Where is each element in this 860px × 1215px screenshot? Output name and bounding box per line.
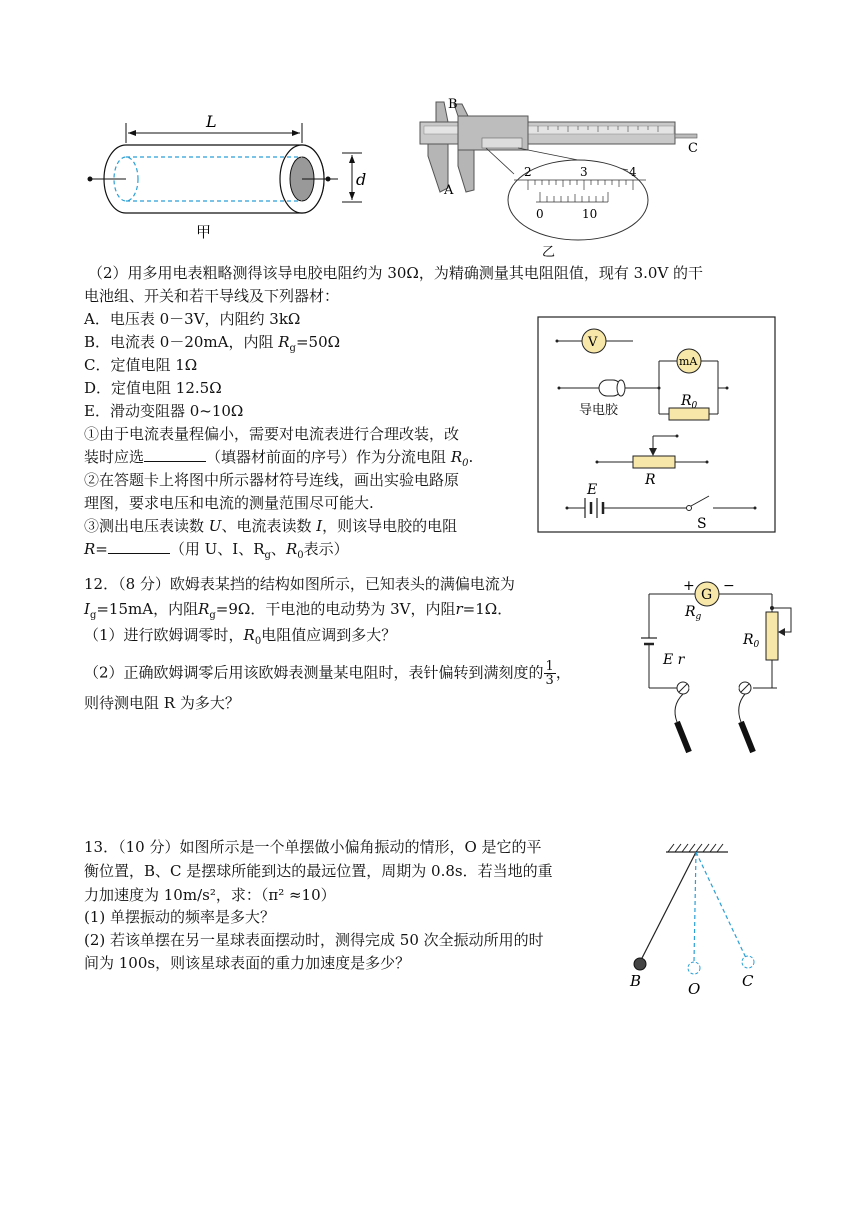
rheostat-label: R bbox=[645, 472, 656, 488]
q13-l2: 衡位置，B、C 是摆球所能到达的最远位置，周期为 0.8s．若当地的重 bbox=[84, 862, 553, 880]
q11-intro-1: （2）用多用电表粗略测得该导电胶电阻约为 30Ω，为精确测量其电阻阻值，现有 3.0V 的干 bbox=[88, 264, 704, 282]
answer-blank-2[interactable] bbox=[108, 539, 170, 554]
q11-step3-l2-end: 表示） bbox=[303, 540, 349, 558]
main-scale-tick-4: 4 bbox=[629, 165, 637, 179]
main-scale-tick-3: 3 bbox=[580, 165, 588, 179]
caliper-caption: 乙 bbox=[542, 245, 556, 260]
r0-label: $R_0$ bbox=[681, 393, 698, 411]
q11-step3-post: ，则该导电胶的电阻 bbox=[322, 517, 458, 535]
r0-ohm-label: $R_0$ bbox=[743, 632, 760, 650]
q11-step2-l1: ②在答题卡上将图中所示器材符号连线，画出实验电路原 bbox=[84, 471, 460, 489]
caliper-A-label: A bbox=[444, 183, 454, 198]
q12-line2-d: ．干电池的电动势为 3V，内阻 bbox=[250, 600, 456, 618]
q12-q1-pre: （1）进行欧姆调零时， bbox=[84, 626, 244, 644]
q12-q2-pre: （2）正确欧姆调零后用该欧姆表测量某电阻时，表针偏转到满刻度的 bbox=[84, 663, 544, 682]
q11-step1-l2-pre: 装时应选 bbox=[84, 448, 145, 466]
emf-label: E r bbox=[663, 652, 685, 668]
q12-line2-b: ，内阻 bbox=[153, 600, 199, 618]
q13-l3: 力加速度为 10m/s²，求：（π² ≈10） bbox=[84, 886, 336, 904]
circuit-diagram-1 bbox=[537, 316, 777, 534]
q12-line2: $I_g=15mA$，内阻$R_g=9\Omega$．干电池的电动势为 3V，内阻r=1Ω． bbox=[84, 600, 513, 621]
cyl-d-label: d bbox=[356, 170, 367, 189]
q11-step1-l1: ①由于电流表量程偏小，需要对电流表进行合理改装，改 bbox=[84, 425, 460, 443]
minus-sign: − bbox=[723, 578, 735, 594]
q12-q2: （2）正确欧姆调零后用该欧姆表测量某电阻时，表针偏转到满刻度的 $\frac{1}{3}$ ， bbox=[84, 659, 571, 688]
q13-p2-l2: 间为 100s，则该星球表面的重力加速度是多少？ bbox=[84, 954, 411, 972]
main-scale-tick-2: 2 bbox=[524, 165, 532, 179]
q11-step3-l2: R= （用 U、I、$R_g$、$R_0$表示） bbox=[84, 540, 349, 561]
rg-label: $R_g$ bbox=[685, 604, 702, 622]
switch-label: S bbox=[697, 516, 707, 532]
cylinder-figure bbox=[80, 105, 380, 245]
pendulum-B-label: B bbox=[630, 972, 642, 990]
caliper-B-label: B bbox=[448, 97, 458, 112]
q12-title: 12．（8 分）欧姆表某挡的结构如图所示，已知表头的满偏电流为 bbox=[84, 575, 515, 593]
q12-r-value: =1Ω． bbox=[462, 600, 513, 618]
cyl-L-label: L bbox=[206, 112, 217, 131]
voltmeter-label: V bbox=[588, 335, 598, 350]
vernier-tick-0: 0 bbox=[536, 207, 544, 221]
glue-label: 导电胶 bbox=[579, 403, 619, 418]
q11-step1-l2: 装时应选 （填器材前面的序号）作为分流电阻 $R_0$. bbox=[84, 448, 474, 469]
caliper-C-label: C bbox=[688, 141, 698, 156]
q12-ig-value: =15mA bbox=[96, 600, 154, 618]
pendulum-O-label: O bbox=[688, 980, 701, 998]
answer-blank-1[interactable] bbox=[144, 447, 206, 462]
q11-opt-D: D．定值电阻 12.5Ω bbox=[84, 379, 222, 397]
q13-l1: 13．（10 分）如图所示是一个单摆做小偏角振动的情形，O 是它的平 bbox=[84, 838, 542, 856]
q13-p1: (1) 单摆振动的频率是多大？ bbox=[84, 908, 276, 926]
pendulum-C-label: C bbox=[742, 972, 754, 990]
q12-fraction: $\frac{1}{3}$ bbox=[545, 659, 554, 688]
q13-p2: (2) 若该单摆在另一星球表面摆动时，测得完成 50 次全振动所用的时 bbox=[84, 931, 544, 949]
cyl-caption: 甲 bbox=[196, 223, 212, 241]
battery-label: E bbox=[587, 482, 598, 498]
q11-step3-pre: ③测出电压表读数 bbox=[84, 517, 209, 535]
plus-sign: + bbox=[683, 578, 695, 594]
q11-intro-2: 电池组、开关和若干导线及下列器材： bbox=[84, 287, 340, 305]
q11-opt-C: C．定值电阻 1Ω bbox=[84, 356, 198, 374]
q11-step3-mid: 、电流表读数 bbox=[221, 517, 317, 535]
ohmmeter-circuit bbox=[625, 572, 810, 757]
q12-q1-post: 电阻值应调到多大？ bbox=[261, 626, 397, 644]
q11-opt-B-post: =50Ω bbox=[295, 333, 341, 351]
q11-opt-E: E．滑动变阻器 0~10Ω bbox=[84, 402, 244, 420]
q11-step1-l2-post: （填器材前面的序号）作为分流电阻 bbox=[206, 448, 447, 466]
galvanometer-label: G bbox=[701, 587, 713, 603]
ammeter-label: mA bbox=[679, 355, 698, 368]
caliper-figure bbox=[418, 96, 708, 261]
pendulum-diagram bbox=[620, 838, 770, 998]
q12-rg-value: =9Ω bbox=[215, 600, 251, 618]
q11-step3-l2-post: （用 U、I、R bbox=[169, 540, 265, 558]
q12-q1: （1）进行欧姆调零时，$R_0$电阻值应调到多大？ bbox=[84, 626, 397, 647]
vernier-tick-10: 10 bbox=[582, 207, 598, 221]
q11-step3-l1: ③测出电压表读数 U、电流表读数 I，则该导电胶的电阻 bbox=[84, 517, 458, 535]
q11-opt-B-pre: B．电流表 0－20mA，内阻 bbox=[84, 333, 279, 351]
q12-q2-l2: 则待测电阻 R 为多大？ bbox=[84, 694, 240, 712]
q11-step2-l2: 理图，要求电压和电流的测量范围尽可能大. bbox=[84, 494, 374, 512]
q11-opt-A: A．电压表 0－3V，内阻约 3kΩ bbox=[84, 310, 301, 328]
q11-opt-B: B．电流表 0－20mA，内阻 $R_g=50\Omega$ bbox=[84, 333, 341, 354]
